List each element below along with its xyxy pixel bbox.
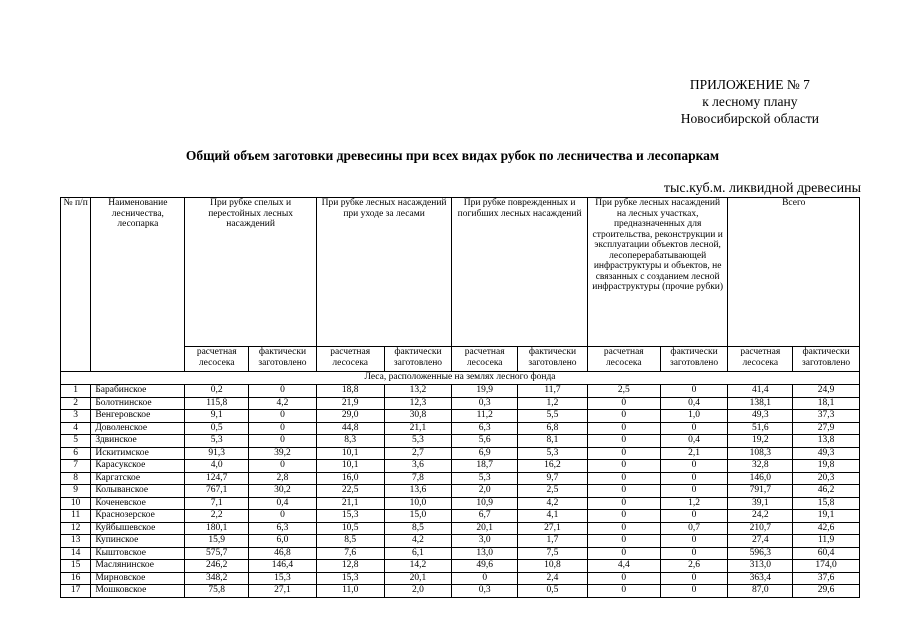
table-row: [61, 497, 860, 510]
subheader-fact: фактически заготовлено: [384, 347, 452, 372]
table-row: [61, 522, 860, 535]
row-number: 6: [61, 447, 91, 460]
value-cell: 4,4: [587, 560, 660, 573]
value-cell: 60,4: [793, 547, 860, 560]
value-cell: 2,5: [518, 485, 588, 498]
subheader-calc: расчетная лесосека: [587, 347, 660, 372]
value-cell: 0,3: [452, 397, 518, 410]
value-cell: 10,1: [316, 460, 384, 473]
value-cell: 6,7: [452, 510, 518, 523]
value-cell: 348,2: [185, 572, 249, 585]
value-cell: 24,9: [793, 385, 860, 398]
value-cell: 0: [249, 410, 317, 423]
row-number: 8: [61, 472, 91, 485]
value-cell: 20,1: [452, 522, 518, 535]
header-damaged-felling: При рубке поврежденных и погибших лесных насаждений: [452, 198, 588, 347]
value-cell: 1,7: [518, 535, 588, 548]
value-cell: 4,2: [249, 397, 317, 410]
value-cell: 0: [587, 435, 660, 448]
forestry-name: Коченевское: [91, 497, 185, 510]
subheader-fact: фактически заготовлено: [518, 347, 588, 372]
value-cell: 313,0: [728, 560, 793, 573]
value-cell: 16,0: [316, 472, 384, 485]
subheader-calc: расчетная лесосека: [452, 347, 518, 372]
value-cell: 596,3: [728, 547, 793, 560]
value-cell: 0: [660, 460, 728, 473]
header-care-felling: При рубке лесных насаждений при уходе за лесами: [316, 198, 452, 347]
subheader-calc: расчетная лесосека: [728, 347, 793, 372]
forestry-name: Маслянинское: [91, 560, 185, 573]
value-cell: 2,0: [452, 485, 518, 498]
value-cell: 0: [660, 510, 728, 523]
forestry-name: Доволенское: [91, 422, 185, 435]
row-number: 14: [61, 547, 91, 560]
value-cell: 0: [660, 485, 728, 498]
value-cell: 6,1: [384, 547, 452, 560]
value-cell: 5,5: [518, 410, 588, 423]
value-cell: 1,2: [518, 397, 588, 410]
value-cell: 29,6: [793, 585, 860, 598]
subheader-calc: расчетная лесосека: [185, 347, 249, 372]
value-cell: 46,8: [249, 547, 317, 560]
row-number: 17: [61, 585, 91, 598]
value-cell: 246,2: [185, 560, 249, 573]
value-cell: 2,8: [249, 472, 317, 485]
value-cell: 16,2: [518, 460, 588, 473]
value-cell: 19,2: [728, 435, 793, 448]
row-number: 13: [61, 535, 91, 548]
appendix-block: [681, 76, 819, 127]
value-cell: 0: [587, 485, 660, 498]
value-cell: 51,6: [728, 422, 793, 435]
value-cell: 146,0: [728, 472, 793, 485]
value-cell: 0: [660, 535, 728, 548]
value-cell: 29,0: [316, 410, 384, 423]
value-cell: 41,4: [728, 385, 793, 398]
table-row: [61, 447, 860, 460]
value-cell: 32,8: [728, 460, 793, 473]
value-cell: 4,2: [384, 535, 452, 548]
value-cell: 10,0: [384, 497, 452, 510]
timber-harvest-table: [60, 197, 860, 598]
row-number: 7: [61, 460, 91, 473]
forestry-name: Барабинское: [91, 385, 185, 398]
value-cell: 5,3: [185, 435, 249, 448]
forestry-name: Краснозерское: [91, 510, 185, 523]
value-cell: 5,3: [384, 435, 452, 448]
value-cell: 30,2: [249, 485, 317, 498]
value-cell: 27,9: [793, 422, 860, 435]
value-cell: 0: [587, 535, 660, 548]
value-cell: 13,0: [452, 547, 518, 560]
value-cell: 13,6: [384, 485, 452, 498]
value-cell: 108,3: [728, 447, 793, 460]
value-cell: 91,3: [185, 447, 249, 460]
value-cell: 19,8: [793, 460, 860, 473]
value-cell: 11,7: [518, 385, 588, 398]
value-cell: 15,8: [793, 497, 860, 510]
value-cell: 6,0: [249, 535, 317, 548]
section-label: Леса, расположенные на землях лесного фонда: [61, 372, 860, 385]
forestry-name: Здвинское: [91, 435, 185, 448]
value-cell: 2,0: [384, 585, 452, 598]
value-cell: 27,1: [249, 585, 317, 598]
row-number: 2: [61, 397, 91, 410]
value-cell: 0: [660, 547, 728, 560]
value-cell: 21,1: [316, 497, 384, 510]
value-cell: 0,7: [660, 522, 728, 535]
forestry-name: Болотнинское: [91, 397, 185, 410]
forestry-name: Искитимское: [91, 447, 185, 460]
value-cell: 49,3: [728, 410, 793, 423]
row-number: 9: [61, 485, 91, 498]
value-cell: 10,5: [316, 522, 384, 535]
value-cell: 2,2: [185, 510, 249, 523]
value-cell: 13,8: [793, 435, 860, 448]
forestry-name: Куйбышевское: [91, 522, 185, 535]
value-cell: 39,1: [728, 497, 793, 510]
row-number: 1: [61, 385, 91, 398]
value-cell: 12,3: [384, 397, 452, 410]
value-cell: 0: [249, 510, 317, 523]
value-cell: 0: [587, 547, 660, 560]
value-cell: 8,5: [316, 535, 384, 548]
value-cell: 5,3: [452, 472, 518, 485]
value-cell: 767,1: [185, 485, 249, 498]
value-cell: 210,7: [728, 522, 793, 535]
value-cell: 0: [249, 422, 317, 435]
subheader-fact: фактически заготовлено: [793, 347, 860, 372]
appendix-reference: к лесному плану: [702, 94, 798, 109]
value-cell: 0: [587, 510, 660, 523]
value-cell: 4,2: [518, 497, 588, 510]
value-cell: 15,3: [249, 572, 317, 585]
table-row: [61, 535, 860, 548]
value-cell: 0,4: [249, 497, 317, 510]
value-cell: 0: [452, 572, 518, 585]
value-cell: 21,9: [316, 397, 384, 410]
value-cell: 0: [249, 435, 317, 448]
appendix-region: Новосибирской области: [680, 111, 819, 126]
value-cell: 146,4: [249, 560, 317, 573]
row-number: 4: [61, 422, 91, 435]
value-cell: 3,6: [384, 460, 452, 473]
forestry-name: Венгеровское: [91, 410, 185, 423]
value-cell: 11,2: [452, 410, 518, 423]
value-cell: 7,1: [185, 497, 249, 510]
value-cell: 0: [660, 572, 728, 585]
value-cell: 6,9: [452, 447, 518, 460]
value-cell: 49,6: [452, 560, 518, 573]
value-cell: 0,5: [185, 422, 249, 435]
table-row: [61, 585, 860, 598]
value-cell: 0: [587, 460, 660, 473]
value-cell: 2,6: [660, 560, 728, 573]
value-cell: 13,2: [384, 385, 452, 398]
value-cell: 8,5: [384, 522, 452, 535]
row-number: 5: [61, 435, 91, 448]
header-number: № п/п: [61, 198, 91, 372]
value-cell: 2,4: [518, 572, 588, 585]
units-label: тыс.куб.м. ликвидной древесины: [663, 181, 861, 196]
value-cell: 7,5: [518, 547, 588, 560]
value-cell: 363,4: [728, 572, 793, 585]
value-cell: 22,5: [316, 485, 384, 498]
value-cell: 0: [587, 472, 660, 485]
value-cell: 0,3: [452, 585, 518, 598]
value-cell: 0: [249, 460, 317, 473]
value-cell: 0: [587, 397, 660, 410]
value-cell: 791,7: [728, 485, 793, 498]
value-cell: 0,5: [518, 585, 588, 598]
row-number: 10: [61, 497, 91, 510]
value-cell: 9,1: [185, 410, 249, 423]
value-cell: 37,3: [793, 410, 860, 423]
value-cell: 0,4: [660, 397, 728, 410]
value-cell: 15,9: [185, 535, 249, 548]
value-cell: 21,1: [384, 422, 452, 435]
row-number: 15: [61, 560, 91, 573]
value-cell: 18,7: [452, 460, 518, 473]
value-cell: 6,3: [249, 522, 317, 535]
table-row: [61, 422, 860, 435]
value-cell: 7,8: [384, 472, 452, 485]
value-cell: 124,7: [185, 472, 249, 485]
value-cell: 4,0: [185, 460, 249, 473]
forestry-name: Колыванское: [91, 485, 185, 498]
value-cell: 0: [587, 522, 660, 535]
value-cell: 46,2: [793, 485, 860, 498]
forestry-name: Каргатское: [91, 472, 185, 485]
table-row: [61, 460, 860, 473]
appendix-number: ПРИЛОЖЕНИЕ № 7: [689, 77, 810, 92]
forestry-name: Кыштовское: [91, 547, 185, 560]
value-cell: 0,2: [185, 385, 249, 398]
row-number: 11: [61, 510, 91, 523]
value-cell: 24,2: [728, 510, 793, 523]
value-cell: 30,8: [384, 410, 452, 423]
value-cell: 8,3: [316, 435, 384, 448]
value-cell: 8,1: [518, 435, 588, 448]
value-cell: 0: [660, 472, 728, 485]
value-cell: 6,8: [518, 422, 588, 435]
value-cell: 0,4: [660, 435, 728, 448]
table-body: [61, 385, 860, 598]
value-cell: 0: [249, 385, 317, 398]
value-cell: 0: [587, 410, 660, 423]
value-cell: 9,7: [518, 472, 588, 485]
table-row: [61, 510, 860, 523]
value-cell: 115,8: [185, 397, 249, 410]
header-forestry-name: Наименование лесничества, лесопарка: [91, 198, 185, 372]
value-cell: 4,1: [518, 510, 588, 523]
value-cell: 5,3: [518, 447, 588, 460]
value-cell: 49,3: [793, 447, 860, 460]
value-cell: 20,1: [384, 572, 452, 585]
header-other-felling: При рубке лесных насаждений на лесных участках, предназначенных для строительства, реконструкции и эксплуатации объектов лесной, лесоперерабатывающей инфраструктуры и объектов, не связанных с созданием лесной инфраструктуры (прочие рубки): [587, 198, 728, 347]
subheader-fact: фактически заготовлено: [660, 347, 728, 372]
table-row: [61, 472, 860, 485]
value-cell: 1,2: [660, 497, 728, 510]
document-title: Общий объем заготовки древесины при всех видах рубок по лесничества и лесопаркам: [185, 148, 720, 163]
value-cell: 10,9: [452, 497, 518, 510]
value-cell: 18,8: [316, 385, 384, 398]
table-row: [61, 572, 860, 585]
subheader-fact: фактически заготовлено: [249, 347, 317, 372]
forestry-name: Мирновское: [91, 572, 185, 585]
value-cell: 174,0: [793, 560, 860, 573]
forestry-name: Купинское: [91, 535, 185, 548]
value-cell: 39,2: [249, 447, 317, 460]
table-row: [61, 435, 860, 448]
value-cell: 14,2: [384, 560, 452, 573]
value-cell: 0: [660, 585, 728, 598]
row-number: 3: [61, 410, 91, 423]
value-cell: 6,3: [452, 422, 518, 435]
value-cell: 180,1: [185, 522, 249, 535]
value-cell: 0: [587, 447, 660, 460]
value-cell: 0: [587, 422, 660, 435]
value-cell: 15,3: [316, 510, 384, 523]
row-number: 16: [61, 572, 91, 585]
header-total: Всего: [728, 198, 860, 347]
value-cell: 7,6: [316, 547, 384, 560]
value-cell: 0: [587, 497, 660, 510]
value-cell: 19,1: [793, 510, 860, 523]
forestry-name: Карасукское: [91, 460, 185, 473]
value-cell: 575,7: [185, 547, 249, 560]
table-row: [61, 410, 860, 423]
value-cell: 37,6: [793, 572, 860, 585]
value-cell: 11,0: [316, 585, 384, 598]
value-cell: 5,6: [452, 435, 518, 448]
table-row: [61, 485, 860, 498]
value-cell: 15,3: [316, 572, 384, 585]
table-row: [61, 560, 860, 573]
value-cell: 10,8: [518, 560, 588, 573]
value-cell: 27,4: [728, 535, 793, 548]
value-cell: 2,5: [587, 385, 660, 398]
forestry-name: Мошковское: [91, 585, 185, 598]
subheader-calc: расчетная лесосека: [316, 347, 384, 372]
value-cell: 15,0: [384, 510, 452, 523]
value-cell: 1,0: [660, 410, 728, 423]
header-mature-felling: При рубке спелых и перестойных лесных насаждений: [185, 198, 316, 347]
value-cell: 3,0: [452, 535, 518, 548]
value-cell: 44,8: [316, 422, 384, 435]
value-cell: 12,8: [316, 560, 384, 573]
table-row: [61, 397, 860, 410]
table-row: [61, 547, 860, 560]
value-cell: 18,1: [793, 397, 860, 410]
value-cell: 19,9: [452, 385, 518, 398]
value-cell: 42,6: [793, 522, 860, 535]
value-cell: 75,8: [185, 585, 249, 598]
row-number: 12: [61, 522, 91, 535]
value-cell: 0: [660, 385, 728, 398]
table-row: [61, 385, 860, 398]
value-cell: 27,1: [518, 522, 588, 535]
value-cell: 0: [587, 585, 660, 598]
value-cell: 11,9: [793, 535, 860, 548]
value-cell: 2,7: [384, 447, 452, 460]
value-cell: 10,1: [316, 447, 384, 460]
value-cell: 0: [587, 572, 660, 585]
value-cell: 0: [660, 422, 728, 435]
value-cell: 20,3: [793, 472, 860, 485]
value-cell: 138,1: [728, 397, 793, 410]
value-cell: 2,1: [660, 447, 728, 460]
value-cell: 87,0: [728, 585, 793, 598]
